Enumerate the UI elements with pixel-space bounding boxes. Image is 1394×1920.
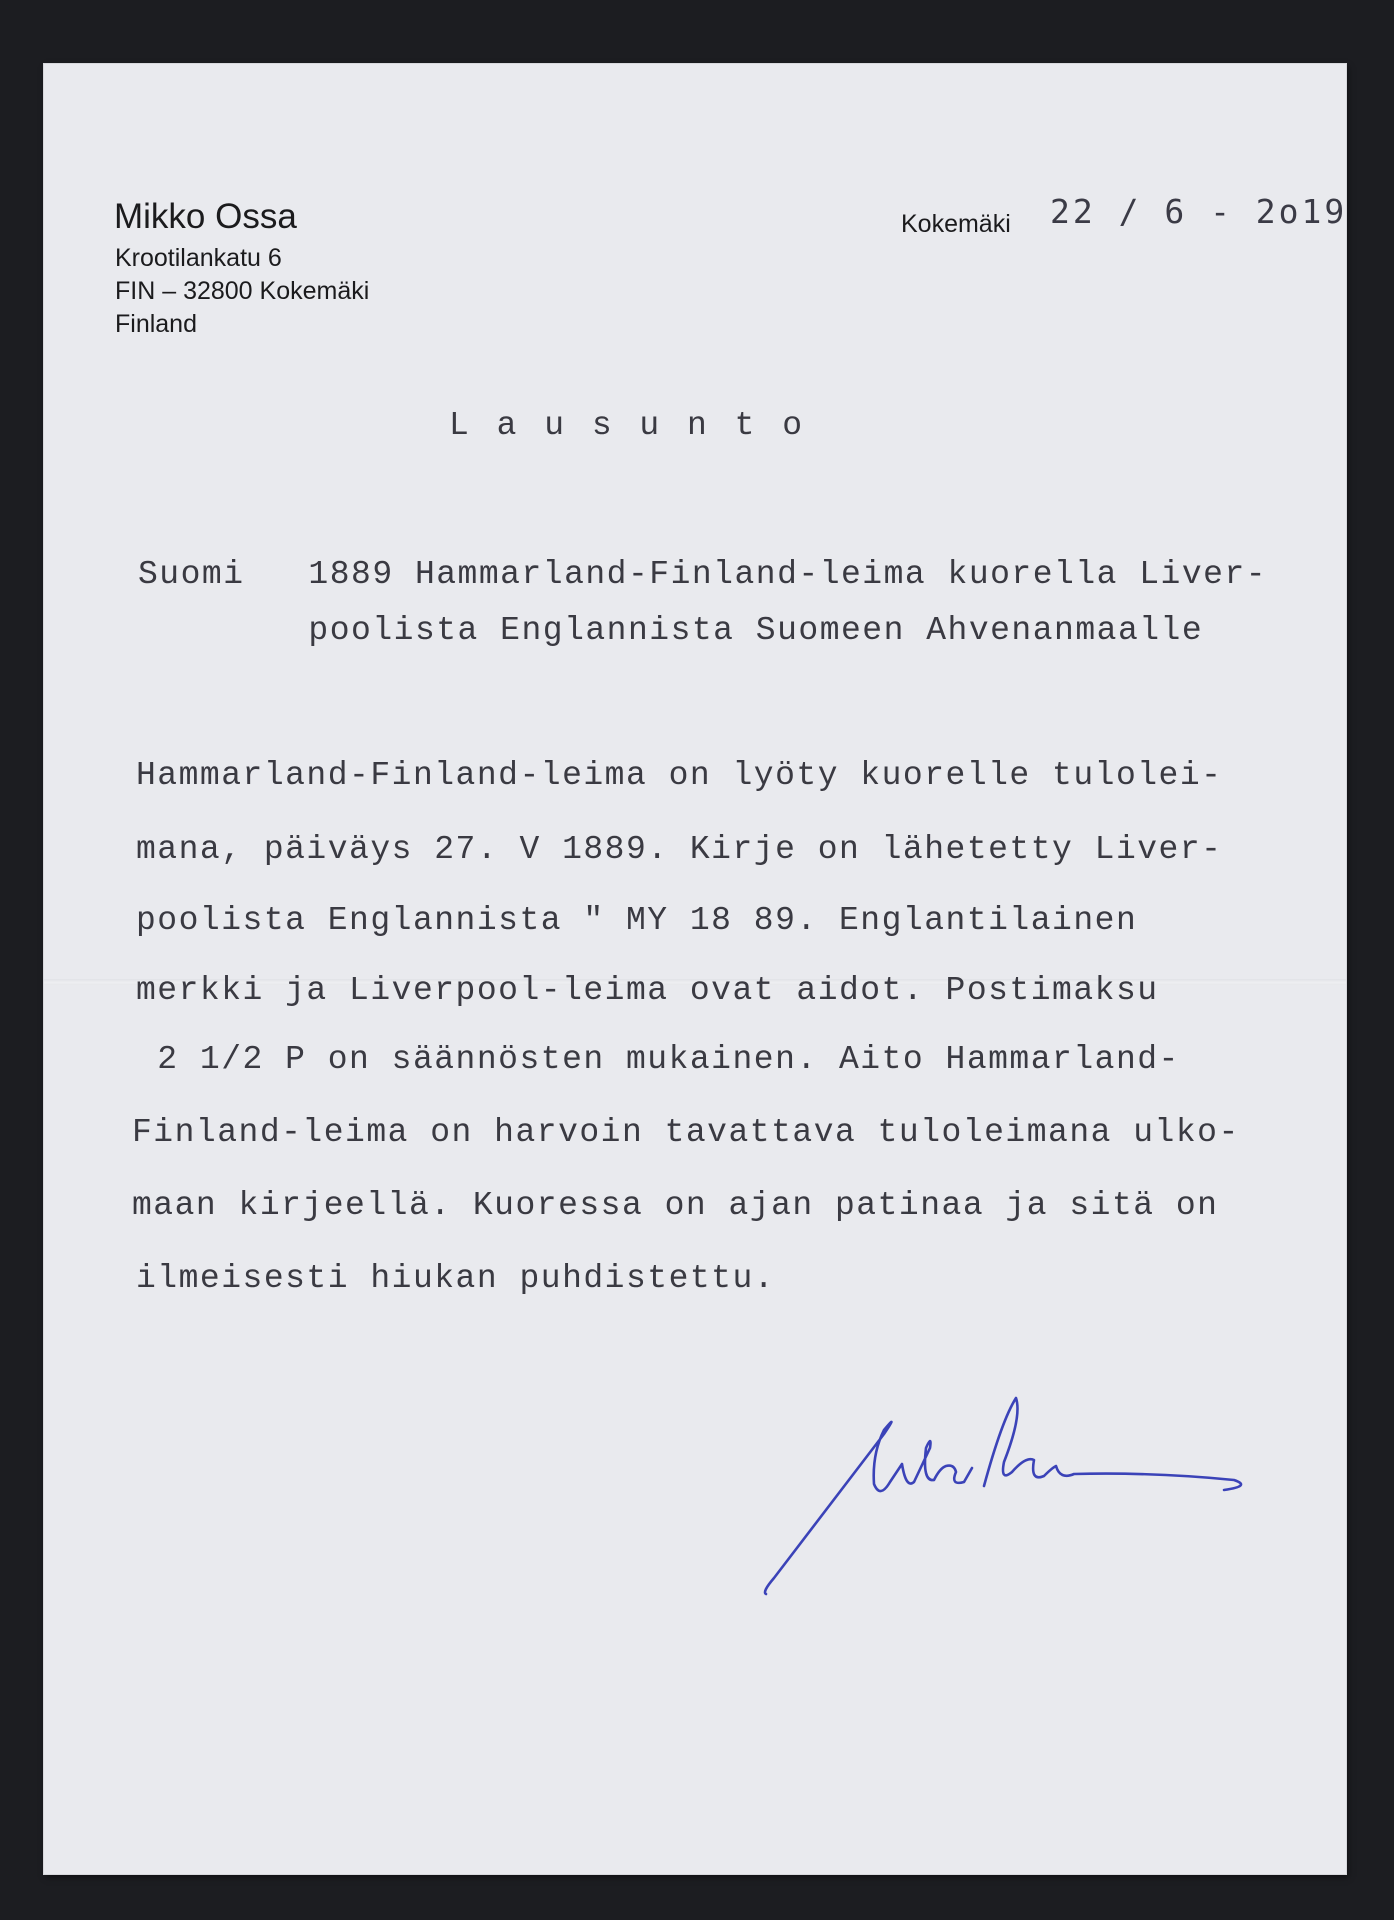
letter-title: L a u s u n t o xyxy=(449,407,807,444)
handwritten-signature xyxy=(734,1364,1254,1604)
body-line: ilmeisesti hiukan puhdistettu. xyxy=(136,1260,776,1297)
sender-name: Mikko Ossa xyxy=(114,197,297,236)
body-line: 2 1/2 P on säännösten mukainen. Aito Hammarland- xyxy=(136,1041,1180,1078)
letter-paper xyxy=(44,64,1346,1874)
letter-date: 22 / 6 - 2o19 xyxy=(1050,192,1348,231)
body-line: mana, päiväys 27. V 1889. Kirje on lähetetty Liver- xyxy=(136,831,1223,868)
subject-line: poolista Englannista Suomeen Ahvenanmaalle xyxy=(138,612,1204,649)
sender-country: Finland xyxy=(115,310,197,338)
sender-street: Krootilankatu 6 xyxy=(115,244,282,272)
body-line: Hammarland-Finland-leima on lyöty kuorelle tulolei- xyxy=(136,757,1223,794)
body-line: Finland-leima on harvoin tavattava tuloleimana ulko- xyxy=(132,1114,1240,1151)
subject-line: Suomi 1889 Hammarland-Finland-leima kuorella Liver- xyxy=(138,556,1268,593)
sender-postal: FIN – 32800 Kokemäki xyxy=(115,277,370,305)
body-line: maan kirjeellä. Kuoressa on ajan patinaa ja sitä on xyxy=(132,1187,1219,1224)
body-line: merkki ja Liverpool-leima ovat aidot. Postimaksu xyxy=(136,972,1159,1009)
letter-place: Kokemäki xyxy=(901,210,1011,238)
body-line: poolista Englannista " MY 18 89. Englantilainen xyxy=(136,902,1138,939)
